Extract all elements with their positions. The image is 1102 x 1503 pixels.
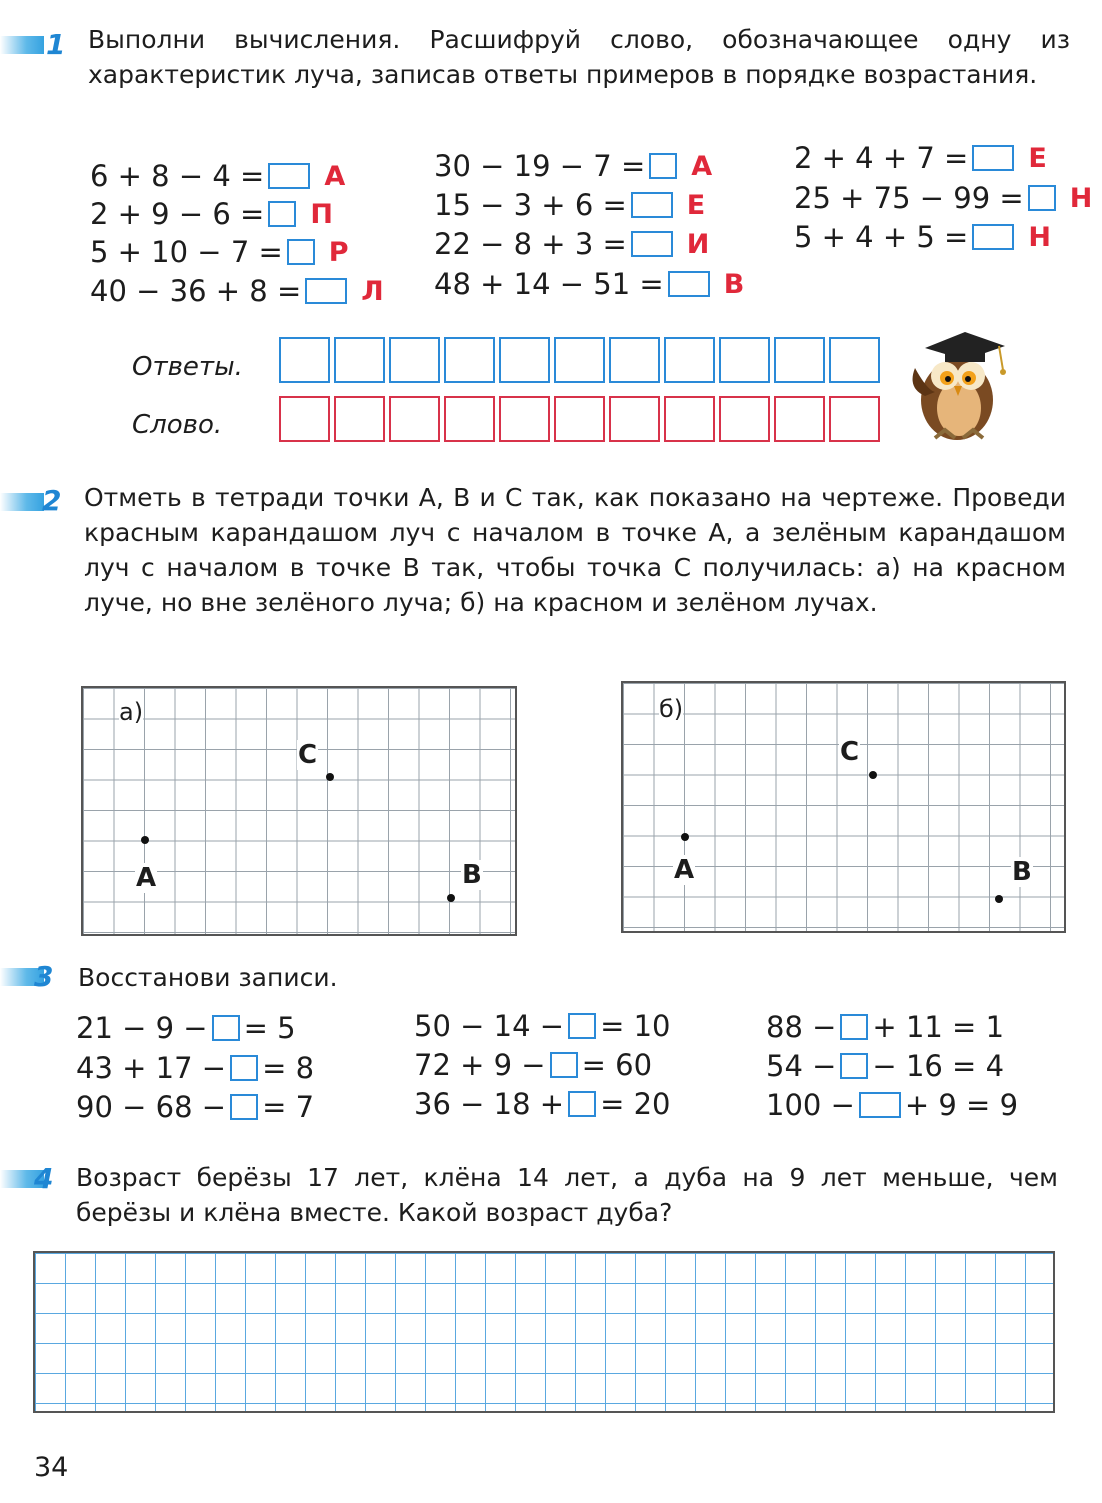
panel-b-label: б) [659, 695, 684, 723]
answer-box[interactable] [568, 1013, 596, 1039]
word-cell[interactable] [664, 396, 715, 442]
answer-box[interactable] [287, 239, 315, 265]
answer-cell[interactable] [279, 337, 330, 383]
owl-illustration [905, 318, 1015, 448]
answer-cell[interactable] [719, 337, 770, 383]
word-cell[interactable] [719, 396, 770, 442]
page-number: 34 [34, 1452, 69, 1483]
point-b [995, 895, 1003, 903]
panel-a-label: а) [119, 698, 144, 726]
expression-row: 2 + 4 + 7 = Е [794, 141, 1047, 175]
answer-cell[interactable] [829, 337, 880, 383]
word-strip [279, 396, 884, 442]
task-2-marker [0, 493, 44, 511]
point-c-label: С [298, 740, 318, 770]
point-a-label: А [136, 863, 157, 893]
expression-row: 5 + 10 − 7 = Р [90, 235, 349, 269]
answer-cell[interactable] [499, 337, 550, 383]
restore-row: 43 + 17 − = 8 [76, 1051, 315, 1085]
restore-row: 90 − 68 − = 7 [76, 1090, 315, 1124]
answers-strip [279, 337, 884, 383]
expression-row: 22 − 8 + 3 = И [434, 227, 710, 261]
word-cell[interactable] [554, 396, 605, 442]
point-c [326, 773, 334, 781]
answer-box[interactable] [268, 163, 310, 189]
expression-row: 15 − 3 + 6 = Е [434, 188, 706, 222]
answer-box[interactable] [568, 1091, 596, 1117]
answer-cell[interactable] [389, 337, 440, 383]
expression-row: 6 + 8 − 4 = А [90, 159, 346, 193]
answer-box[interactable] [550, 1052, 578, 1078]
answer-box[interactable] [230, 1055, 258, 1081]
task-1-number: 1 [46, 28, 66, 61]
word-cell[interactable] [609, 396, 660, 442]
expression-row: 25 + 75 − 99 = Н [794, 181, 1093, 215]
point-c [869, 771, 877, 779]
point-a [681, 833, 689, 841]
answer-box[interactable] [840, 1014, 868, 1040]
word-cell[interactable] [499, 396, 550, 442]
answer-cell[interactable] [444, 337, 495, 383]
task-3-number: 3 [34, 960, 54, 993]
answer-cell[interactable] [664, 337, 715, 383]
expression-row: 5 + 4 + 5 = Н [794, 220, 1051, 254]
restore-row: 88 − + 11 = 1 [766, 1010, 1005, 1044]
word-cell[interactable] [829, 396, 880, 442]
restore-row: 72 + 9 − = 60 [414, 1048, 653, 1082]
restore-row: 21 − 9 − = 5 [76, 1011, 296, 1045]
answer-cell[interactable] [334, 337, 385, 383]
task-3-title: Восстанови записи. [78, 963, 338, 992]
word-cell[interactable] [334, 396, 385, 442]
point-b-label: В [1012, 857, 1032, 887]
word-label: Слово. [132, 410, 223, 440]
answer-box[interactable] [859, 1092, 901, 1118]
answer-box[interactable] [1028, 185, 1056, 211]
answer-box[interactable] [230, 1094, 258, 1120]
answer-cell[interactable] [609, 337, 660, 383]
task-4-text: Возраст берёзы 17 лет, клёна 14 лет, а дуба на 9 лет меньше, чем берёзы и клёна вместе. Какой возраст дуба? [76, 1163, 1058, 1227]
point-c-label: С [840, 737, 860, 767]
answer-box[interactable] [649, 153, 677, 179]
answer-box[interactable] [972, 224, 1014, 250]
word-cell[interactable] [279, 396, 330, 442]
answer-box[interactable] [668, 271, 710, 297]
answers-label: Ответы. [132, 352, 243, 382]
answer-box[interactable] [631, 231, 673, 257]
answer-cell[interactable] [554, 337, 605, 383]
restore-row: 50 − 14 − = 10 [414, 1009, 671, 1043]
grid-panel-a [81, 686, 517, 936]
restore-row: 54 − − 16 = 4 [766, 1049, 1005, 1083]
point-b [447, 894, 455, 902]
task-4-number: 4 [34, 1162, 54, 1195]
expression-row: 48 + 14 − 51 = В [434, 267, 745, 301]
word-cell[interactable] [444, 396, 495, 442]
answer-box[interactable] [268, 201, 296, 227]
grid-panel-b [621, 681, 1066, 933]
answer-cell[interactable] [774, 337, 825, 383]
answer-grid[interactable] [33, 1251, 1055, 1413]
answer-box[interactable] [631, 192, 673, 218]
word-cell[interactable] [774, 396, 825, 442]
task-2-text: Отметь в тетради точки А, В и С так, как показано на чертеже. Проведи красным карандашом луч с началом в точке А, а зелёным карандашом луч с началом в точке В так, чтобы точка С получилась: а) на красном луче, но вне зелёного луча; б) на красном и зелёном лучах. [84, 483, 1066, 617]
task-2-number: 2 [42, 484, 62, 517]
task-1-text: Выполни вычисления. Расшифруй слово, обозначающее одну из характеристик луча, записав ответы примеров в порядке возрастания. [88, 25, 1070, 89]
point-b-label: В [462, 860, 482, 890]
restore-row: 100 − + 9 = 9 [766, 1088, 1019, 1122]
word-cell[interactable] [389, 396, 440, 442]
point-a [141, 836, 149, 844]
point-a-label: А [674, 855, 695, 885]
expression-row: 40 − 36 + 8 = Л [90, 274, 384, 308]
answer-box[interactable] [305, 278, 347, 304]
answer-box[interactable] [212, 1015, 240, 1041]
expression-row: 30 − 19 − 7 = А [434, 149, 713, 183]
answer-box[interactable] [840, 1053, 868, 1079]
expression-row: 2 + 9 − 6 = П [90, 197, 333, 231]
answer-box[interactable] [972, 145, 1014, 171]
restore-row: 36 − 18 + = 20 [414, 1087, 671, 1121]
task-1-marker [0, 36, 44, 54]
